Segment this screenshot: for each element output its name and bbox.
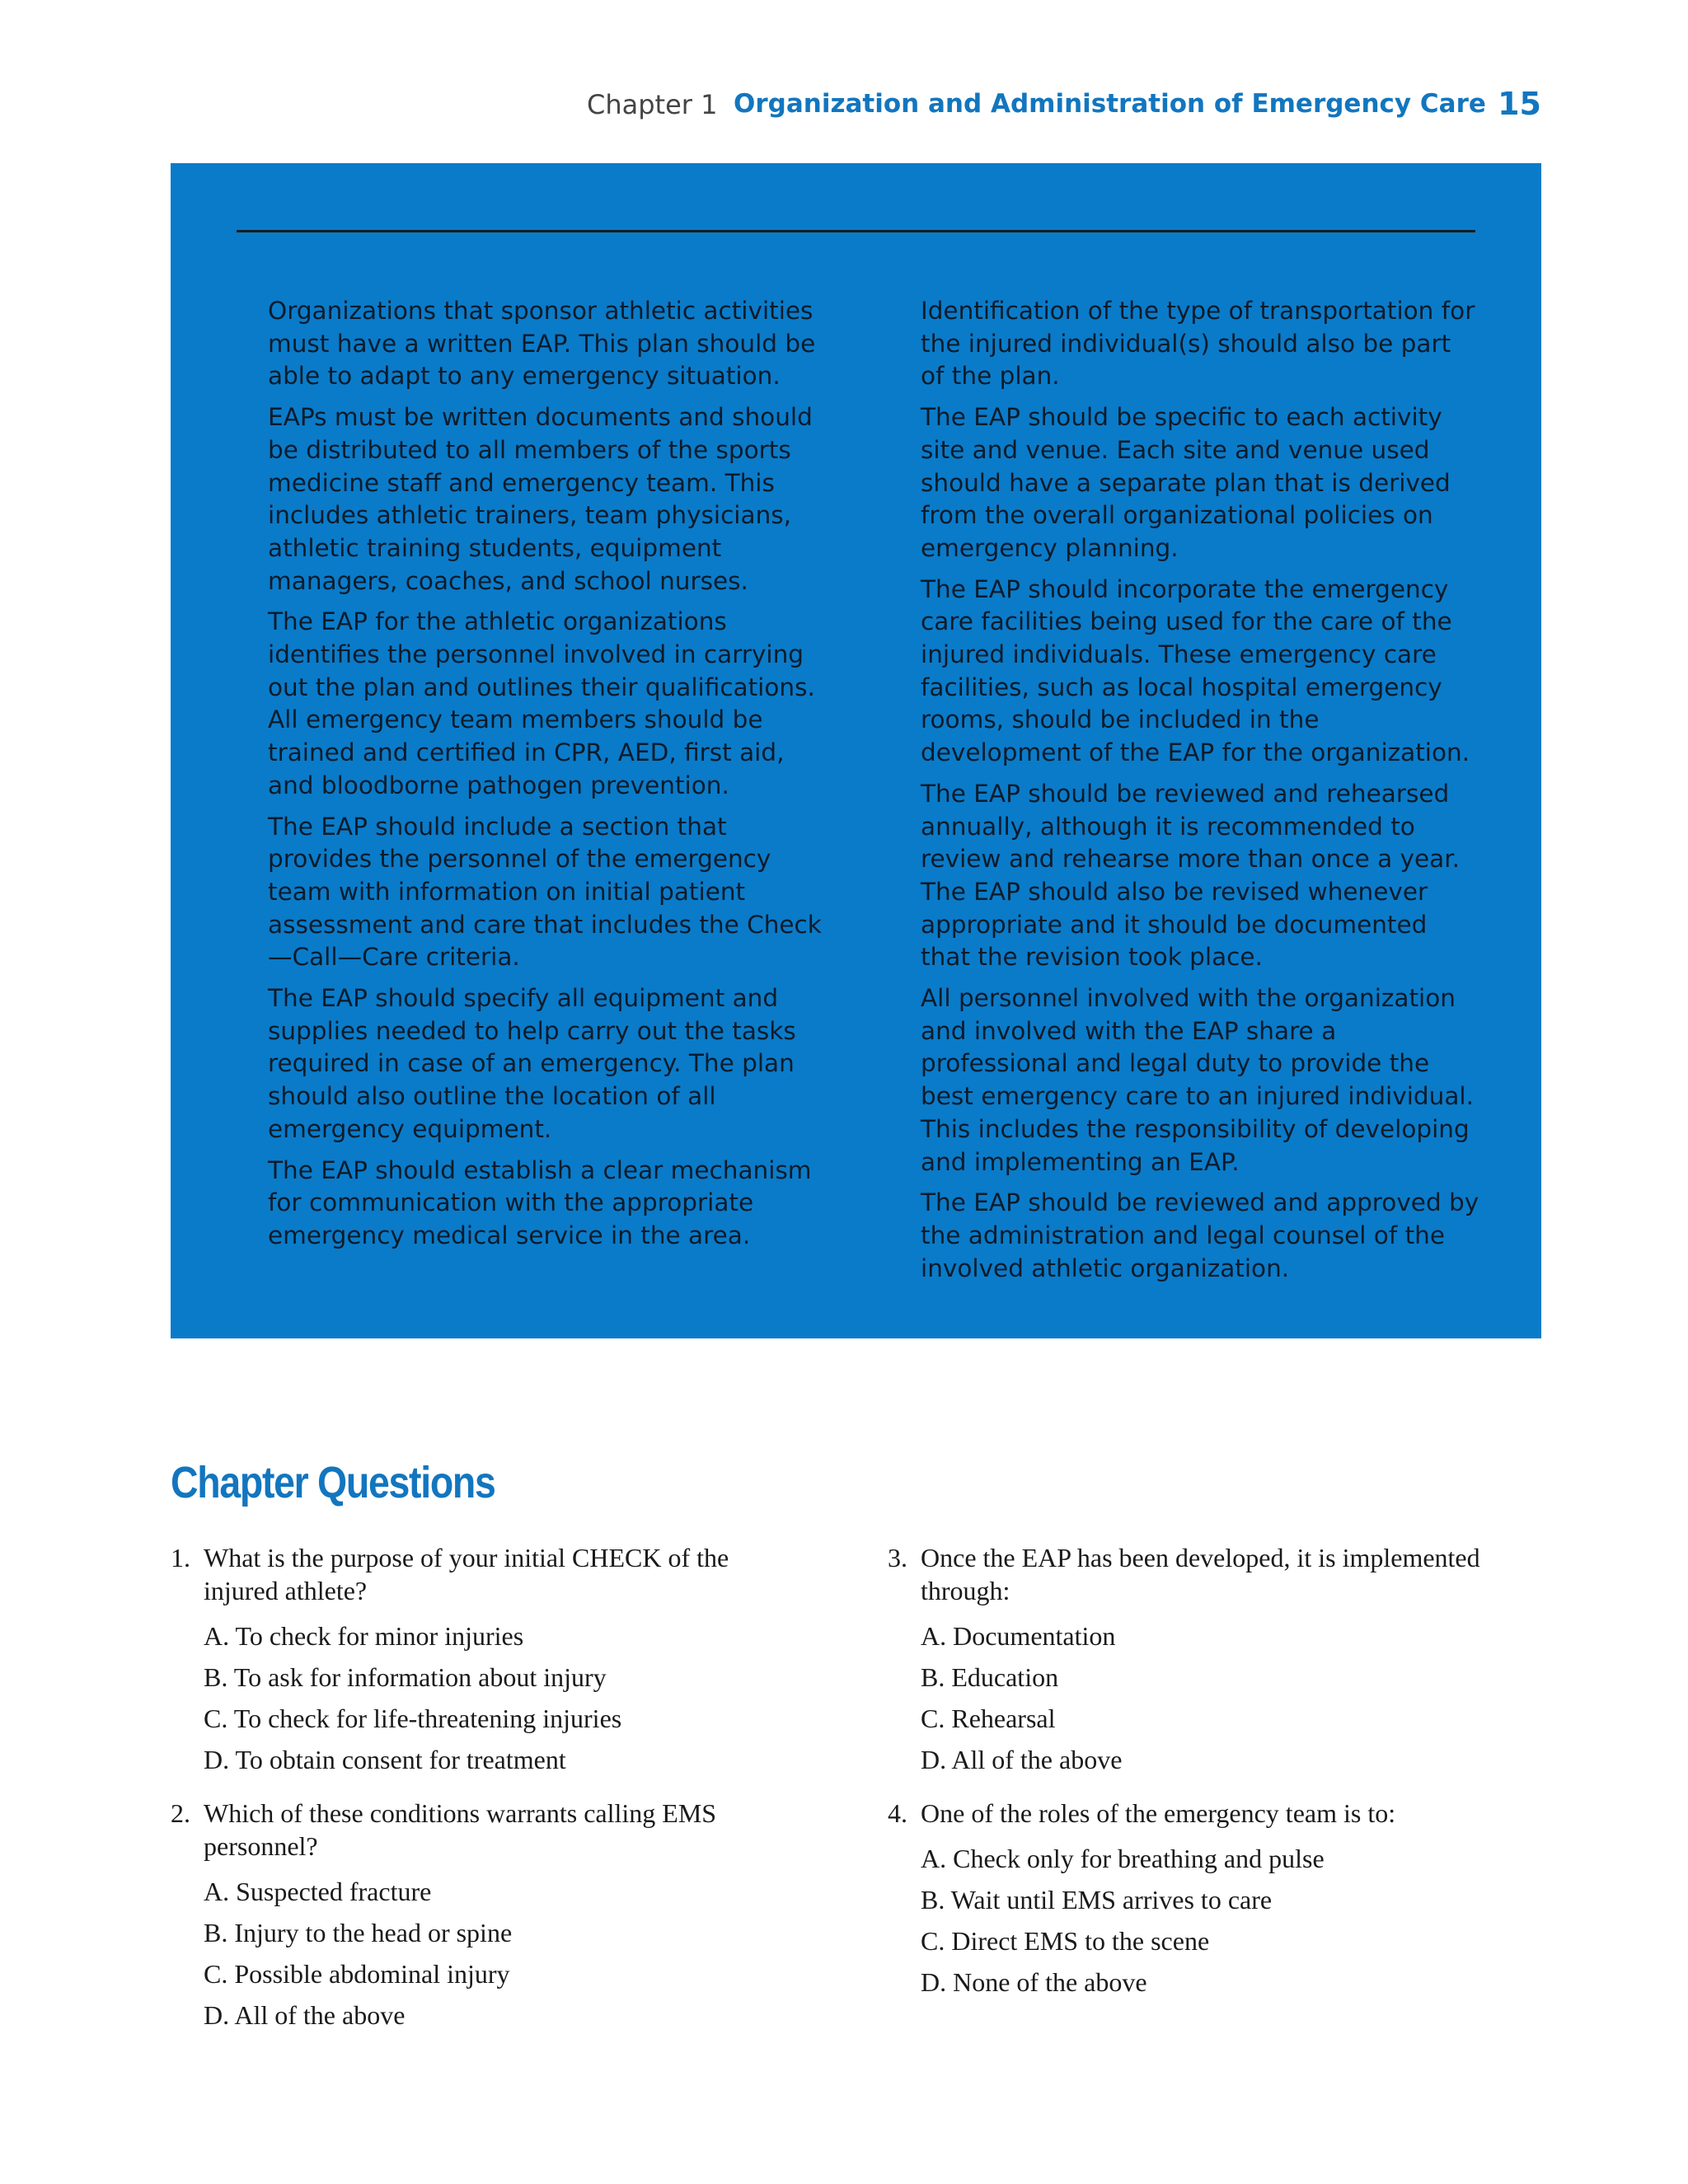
answer-option: A. To check for minor injuries	[204, 1621, 524, 1651]
answer-option: B. Wait until EMS arrives to care	[921, 1885, 1273, 1915]
question-number: 2.	[171, 1798, 190, 1828]
answer-option: D. All of the above	[921, 1745, 1123, 1774]
question-text: One of the roles of the emergency team is to:	[921, 1798, 1396, 1828]
page-number: 15	[1498, 86, 1541, 122]
answer-options	[204, 1615, 764, 1780]
answer-option: D. All of the above	[204, 2000, 406, 2030]
summary-divider	[237, 230, 1475, 232]
summary-paragraph: EAPs must be written documents and should be distributed to all members of the sports medicine staff and emergency team. This includes athletic trainers, team physicians, athletic training students, equipment managers, coaches, and school nurses.	[268, 403, 813, 595]
answer-option: D. None of the above	[921, 1967, 1147, 1997]
header-chapter-title: Organization and Administration of Emergency Care	[734, 89, 1486, 119]
question-item	[888, 1541, 1481, 1780]
summary-paragraph: Identification of the type of transportation for the injured individual(s) should also be part of the plan.	[921, 297, 1475, 391]
question-stem	[171, 1797, 764, 1863]
questions-left-column	[171, 1541, 764, 2052]
question-number: 3.	[888, 1543, 907, 1572]
running-header	[0, 86, 1688, 132]
summary-paragraph: The EAP for the athletic organizations identifies the personnel involved in carrying out the plan and outlines their qualifications. All emergency team members should be trained and certified in CPR, AED, first aid, and bloodborne pathogen prevention.	[268, 607, 815, 799]
answer-option: B. To ask for information about injury	[204, 1662, 607, 1692]
answer-option: C. Direct EMS to the scene	[921, 1926, 1210, 1956]
answer-option: A. Documentation	[921, 1621, 1116, 1651]
chapter-questions-heading: Chapter Questions	[171, 1458, 495, 1507]
answer-option: A. Check only for breathing and pulse	[921, 1844, 1325, 1873]
summary-paragraph: The EAP should establish a clear mechanism for communication with the appropriate emergency medical service in the area.	[268, 1155, 812, 1249]
question-stem	[888, 1541, 1481, 1607]
answer-option: C. Rehearsal	[921, 1704, 1056, 1733]
header-chapter-label: Chapter 1	[587, 89, 718, 120]
question-item	[171, 1797, 764, 2036]
questions-right-column	[888, 1541, 1481, 2019]
question-text: Which of these conditions warrants calling EMS personnel?	[204, 1798, 717, 1861]
summary-left-column	[268, 295, 828, 1261]
answer-option: C. To check for life-threatening injuries	[204, 1704, 622, 1733]
answer-option: C. Possible abdominal injury	[204, 1959, 510, 1989]
question-stem	[171, 1541, 764, 1607]
answer-options	[921, 1838, 1481, 2003]
summary-paragraph: The EAP should be reviewed and rehearsed annually, although it is recommended to review and rehearse more than once a year. The EAP should also be revised whenever appropriate and it should be documented that the revision took place.	[921, 779, 1461, 972]
answer-option: B. Education	[921, 1662, 1059, 1692]
question-item	[171, 1541, 764, 1780]
summary-right-column	[921, 295, 1481, 1293]
question-text: Once the EAP has been developed, it is implemented through:	[921, 1543, 1480, 1605]
question-text: What is the purpose of your initial CHECK of the injured athlete?	[204, 1543, 729, 1605]
summary-paragraph: The EAP should include a section that provides the personnel of the emergency team with information on initial patient assessment and care that includes the Check—Call—Care criteria.	[268, 812, 822, 972]
summary-paragraph: All personnel involved with the organization and involved with the EAP share a professional and legal duty to provide the best emergency care to an injured individual. This includes the responsibility of developing and implementing an EAP.	[921, 984, 1474, 1176]
answer-option: B. Injury to the head or spine	[204, 1918, 513, 1947]
question-item	[888, 1797, 1481, 2003]
summary-paragraph: Organizations that sponsor athletic activities must have a written EAP. This plan should be able to adapt to any emergency situation.	[268, 297, 816, 391]
summary-paragraph: The EAP should specify all equipment and supplies needed to help carry out the tasks required in case of an emergency. The plan should also outline the location of all emergency equipment.	[268, 984, 796, 1143]
answer-options	[921, 1615, 1481, 1780]
question-number: 4.	[888, 1798, 907, 1828]
answer-option: A. Suspected fracture	[204, 1877, 432, 1906]
question-stem	[888, 1797, 1481, 1830]
summary-box	[171, 163, 1541, 1338]
question-number: 1.	[171, 1543, 190, 1572]
summary-paragraph: The EAP should be reviewed and approved by the administration and legal counsel of the involved athletic organization.	[921, 1188, 1479, 1282]
answer-option: D. To obtain consent for treatment	[204, 1745, 566, 1774]
answer-options	[204, 1871, 764, 2036]
summary-paragraph: The EAP should be specific to each activity site and venue. Each site and venue used should have a separate plan that is derived from the overall organizational policies on emergency planning.	[921, 403, 1451, 562]
summary-paragraph: The EAP should incorporate the emergency care facilities being used for the care of the injured individuals. These emergency care facilities, such as local hospital emergency rooms, should be included in the development of the EAP for the organization.	[921, 574, 1470, 767]
